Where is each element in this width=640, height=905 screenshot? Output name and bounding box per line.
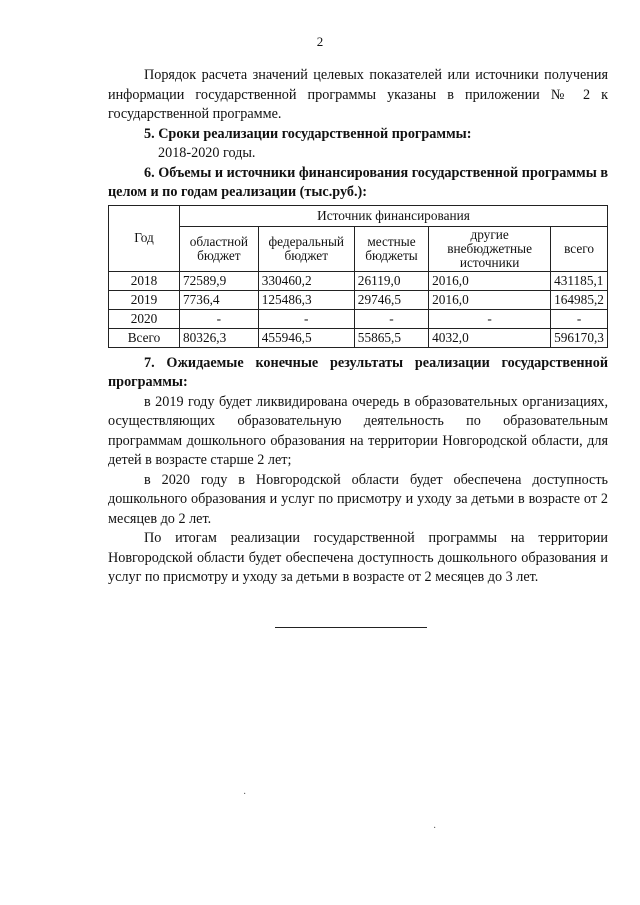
table-cell: 26119,0 <box>354 271 428 290</box>
table-cell: - <box>258 309 354 328</box>
table-row-total <box>109 328 608 347</box>
table-cell: 2016,0 <box>429 271 551 290</box>
table-cell: 80326,3 <box>180 328 259 347</box>
scan-speck: · <box>243 789 247 800</box>
column-header: федеральный бюджет <box>258 226 354 271</box>
year-cell: 2018 <box>109 271 180 290</box>
heading-section-6: 6. Объемы и источники финансирования государственной программы в целом и по годам реализации (тыс.руб.): <box>108 164 608 200</box>
table-cell: - <box>429 309 551 328</box>
scan-speck: · <box>433 823 437 834</box>
table-cell: 4032,0 <box>429 328 551 347</box>
table-cell: 55865,5 <box>354 328 428 347</box>
paragraph-result-2020: в 2020 году в Новгородской области будет обеспечена доступность дошкольного образования и услуг по присмотру и уходу за детьми в возрасте от 2 месяцев до 2 лет. <box>108 471 608 527</box>
column-header: областной бюджет <box>180 226 259 271</box>
table-row <box>109 271 608 290</box>
table-cell: 455946,5 <box>258 328 354 347</box>
table-cell: 596170,3 <box>551 328 608 347</box>
table-cell: 72589,9 <box>180 271 259 290</box>
table-cell: - <box>354 309 428 328</box>
paragraph-implementation-period: 2018-2020 годы. <box>158 145 256 161</box>
financing-source-header: Источник финансирования <box>180 205 608 226</box>
paragraph-indicators-source: Порядок расчета значений целевых показателей или источники получения информации государственной программы указаны в приложении № 2 к государственной программе. <box>108 67 608 122</box>
year-cell: 2020 <box>109 309 180 328</box>
year-column-header: Год <box>109 205 180 271</box>
closing-rule <box>275 627 427 628</box>
table-cell: 7736,4 <box>180 290 259 309</box>
table-cell: 164985,2 <box>551 290 608 309</box>
heading-section-5: 5. Сроки реализации государственной программы: <box>144 125 472 142</box>
page-number: 2 <box>316 34 324 49</box>
paragraph-summary: По итогам реализации государственной программы на территории Новгородской области будет обеспечена доступность дошкольного образования и услуг по присмотру и уходу за детьми в возрасте от 2 месяцев до 3 лет. <box>108 530 608 585</box>
financing-table <box>108 205 608 348</box>
table-cell: - <box>551 309 608 328</box>
table-cell: 2016,0 <box>429 290 551 309</box>
table-cell: 125486,3 <box>258 290 354 309</box>
document-body <box>108 66 608 588</box>
paragraph-result-2019: в 2019 году будет ликвидирована очередь в образовательных организациях, осуществляющих образовательную деятельность по образовательным программам дошкольного образования на территории Новгородской области, для детей в возрасте старше 2 лет; <box>108 393 608 468</box>
heading-section-7: 7. Ожидаемые конечные результаты реализации государственной программы: <box>108 354 608 390</box>
table-cell: 29746,5 <box>354 290 428 309</box>
table-cell: 330460,2 <box>258 271 354 290</box>
year-cell: 2019 <box>109 290 180 309</box>
column-header: всего <box>551 226 608 271</box>
year-cell: Всего <box>109 328 180 347</box>
column-header: местные бюджеты <box>354 226 428 271</box>
table-row <box>109 309 608 328</box>
column-header: другие внебюджетные источники <box>429 226 551 271</box>
table-row <box>109 290 608 309</box>
table-cell: 431185,1 <box>551 271 608 290</box>
table-cell: - <box>180 309 259 328</box>
